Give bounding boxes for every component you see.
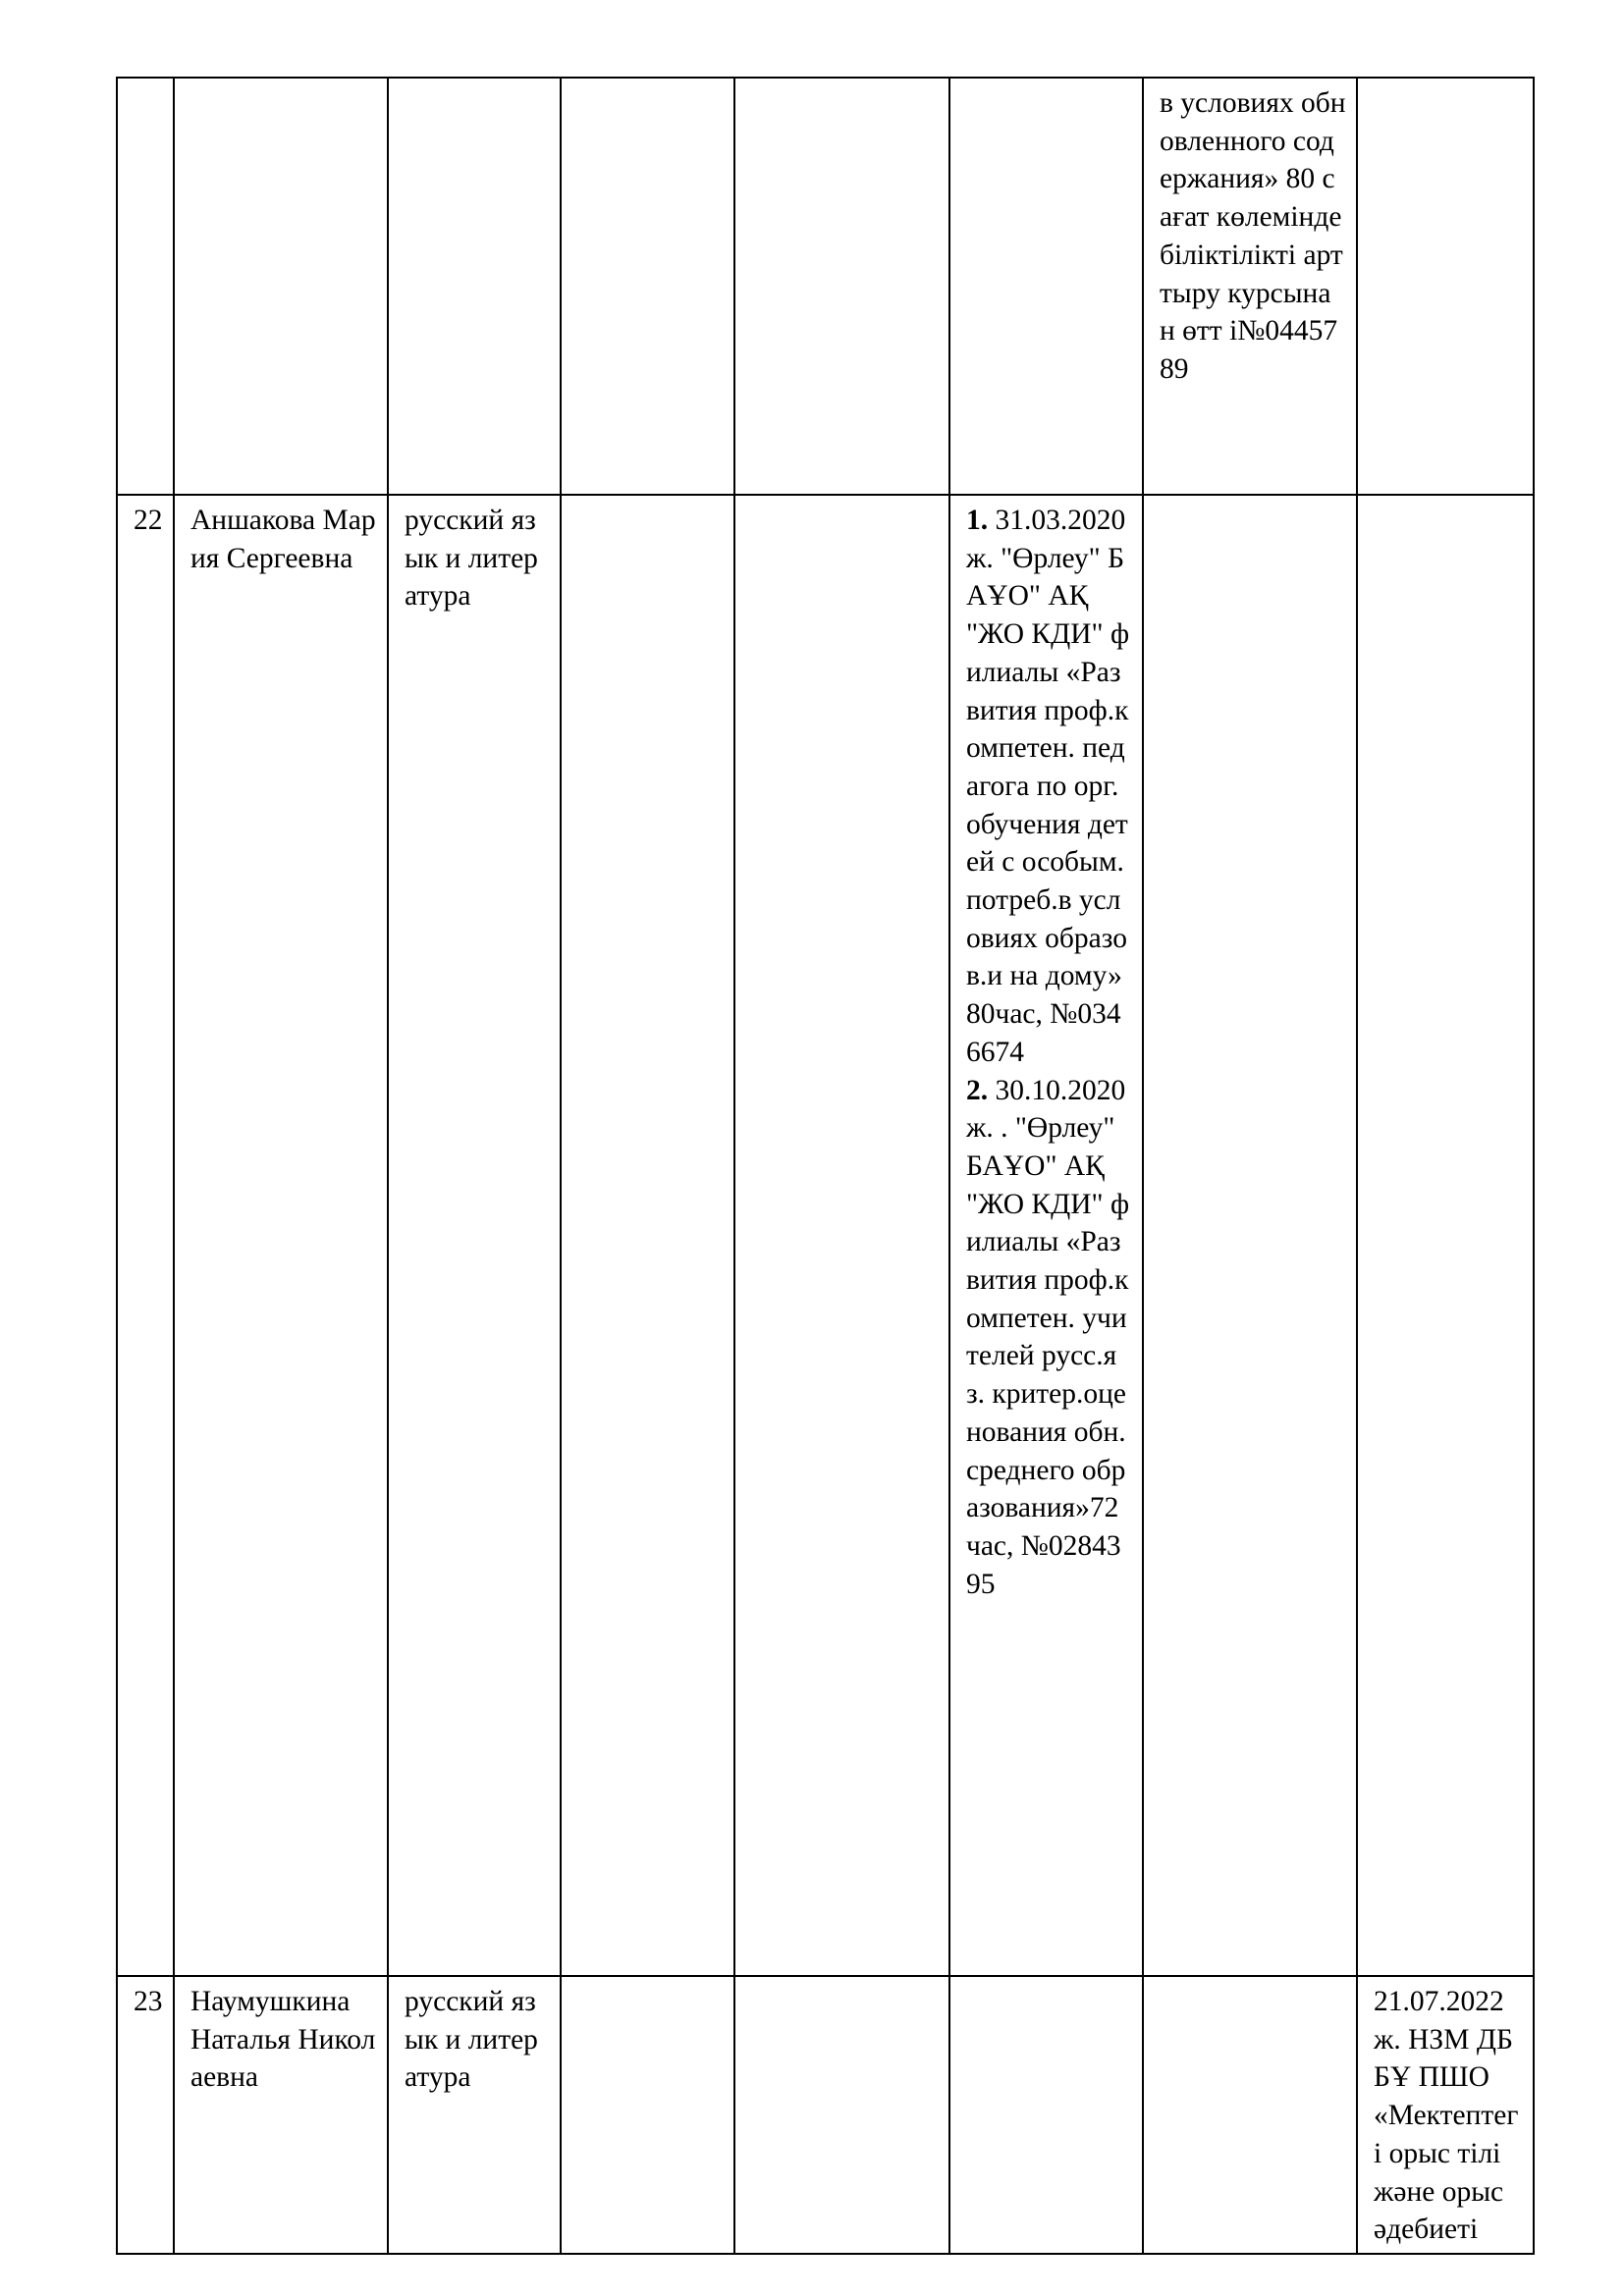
column-5-cell: [734, 495, 949, 1976]
row-number-cell: [117, 495, 174, 1976]
course-cell: [1143, 1976, 1357, 2254]
qualification-table: [116, 77, 1535, 2255]
row-number-cell: [117, 1976, 174, 2254]
course-text: 21.07.2022ж. НЗМ ДББҰ ПШО «Мектептегі орыс тілі және орыс әдебиеті: [1374, 1986, 1519, 2246]
course-cell: [949, 1976, 1143, 2254]
course-entry-text: 31.03.2020 ж. "Өрлеу" БАҰО" АҚ "ЖО КДИ" филиалы «Развития проф.компетен. педагога по орг. обучения детей с особым.потреб.в условиях образов.и на дому» 80час, №0346674: [966, 505, 1130, 1068]
course-cell: [1357, 1976, 1534, 2254]
row-number-cell: [117, 78, 174, 495]
course-cell: [949, 78, 1143, 495]
column-4-cell: [561, 78, 734, 495]
table-row: [117, 78, 1534, 495]
course-cell: [1143, 78, 1357, 495]
course-text: в условиях обновленного содержания» 80 сағат көлемінде біліктілікті арттыру курсынан өтт і№0445789: [1160, 87, 1346, 385]
subject-cell: [388, 78, 561, 495]
course-entry: [966, 502, 1132, 1072]
subject: русский язык и литература: [405, 505, 538, 613]
row-number: 23: [134, 1986, 163, 2017]
column-5-cell: [734, 78, 949, 495]
course-cell: [1143, 495, 1357, 1976]
course-entry-number: 1.: [966, 505, 989, 536]
teacher-name-cell: [174, 495, 388, 1976]
subject-cell: [388, 495, 561, 1976]
course-cell: [1357, 78, 1534, 495]
course-entry: [966, 1072, 1132, 1604]
course-cell: [949, 495, 1143, 1976]
course-cell: [1357, 495, 1534, 1976]
subject-cell: [388, 1976, 561, 2254]
column-4-cell: [561, 1976, 734, 2254]
table-row: [117, 495, 1534, 1976]
teacher-name-cell: [174, 78, 388, 495]
subject: русский язык и литература: [405, 1986, 538, 2094]
column-5-cell: [734, 1976, 949, 2254]
column-4-cell: [561, 495, 734, 1976]
teacher-name: Аншакова Мария Сергеевна: [190, 505, 376, 574]
row-number: 22: [134, 505, 163, 536]
table-row: [117, 1976, 1534, 2254]
teacher-name-cell: [174, 1976, 388, 2254]
teacher-name: Наумушкина Наталья Николаевна: [190, 1986, 376, 2094]
course-entry-text: 30.10.2020 ж. . "Өрлеу" БАҰО" АҚ "ЖО КДИ" филиалы «Развития проф.компетен. учителей русс.яз. критер.оценования обн.среднего образования»72 час, №0284395: [966, 1074, 1130, 1600]
course-entry-number: 2.: [966, 1074, 989, 1106]
